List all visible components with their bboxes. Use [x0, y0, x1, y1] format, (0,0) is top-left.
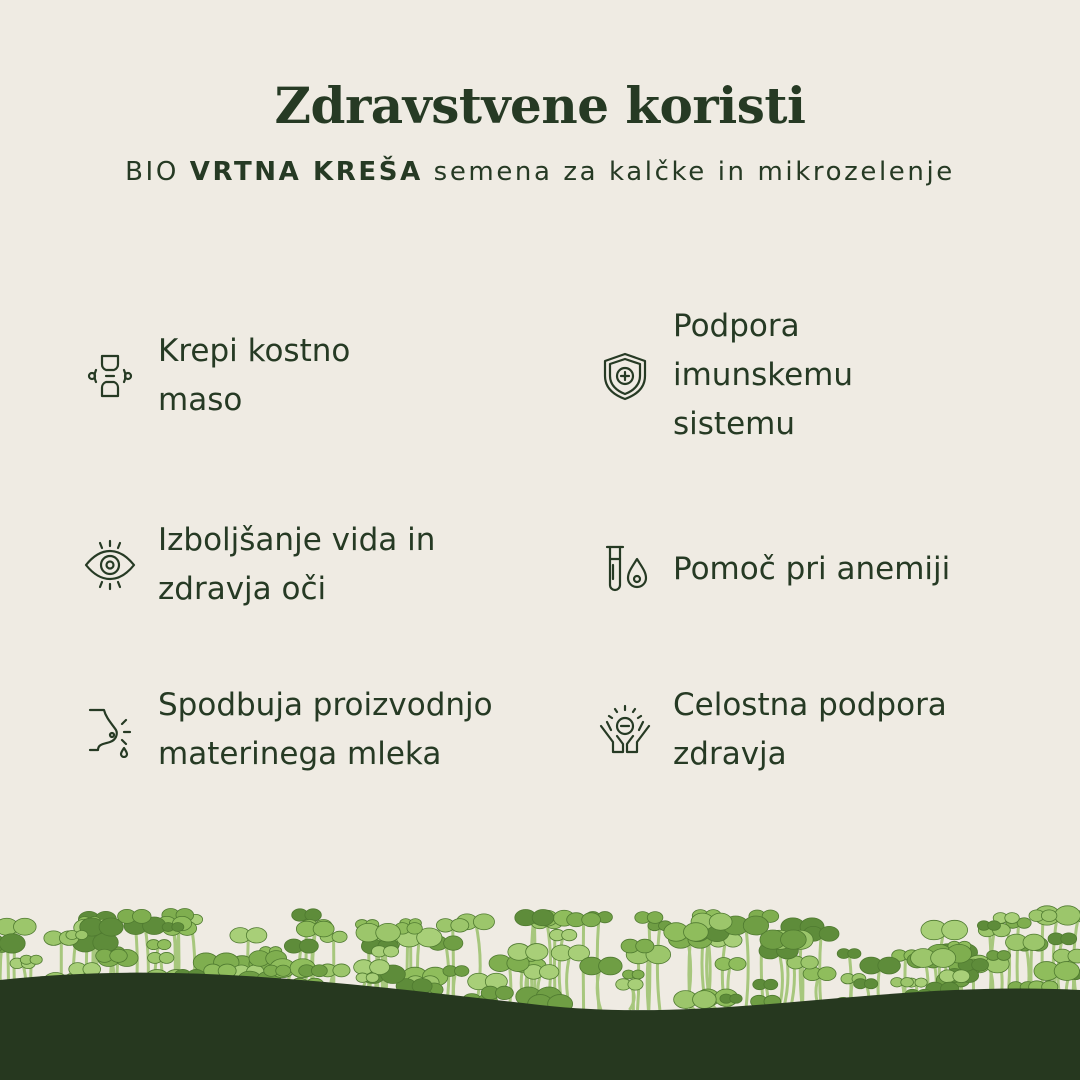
benefit-label: Izboljšanje vida in zdravja oči	[158, 522, 436, 607]
benefit-label: Krepi kostno maso	[158, 333, 351, 418]
page-title: Zdravstvene koristi	[274, 76, 806, 135]
subtitle-prefix: BIO	[125, 157, 179, 187]
bone-joint-icon	[82, 348, 138, 404]
page-subtitle	[0, 157, 1080, 187]
benefit-anemia	[597, 541, 950, 597]
shield-plus-icon	[597, 348, 653, 404]
eye-icon	[82, 537, 138, 593]
benefit-label: Podpora imunskemu sistemu	[673, 308, 854, 442]
benefit-breast-milk	[82, 681, 493, 779]
benefit-immune-support	[597, 302, 853, 449]
subtitle-product: VRTNA KREŠA	[189, 157, 423, 187]
hands-heart-icon	[597, 702, 653, 758]
sprouts-illustration	[0, 820, 1080, 1080]
benefit-label: Pomoč pri anemiji	[673, 550, 951, 587]
subtitle-description: semena za kalčke in mikrozelenje	[433, 157, 955, 187]
breast-milk-icon	[82, 702, 138, 758]
benefit-holistic-health	[597, 681, 947, 779]
benefit-label: Spodbuja proizvodnjo materinega mleka	[158, 687, 493, 772]
benefit-bone-mass	[82, 327, 350, 425]
test-tube-drop-icon	[597, 541, 653, 597]
benefit-label: Celostna podpora zdravja	[673, 687, 947, 772]
benefit-vision	[82, 516, 435, 614]
